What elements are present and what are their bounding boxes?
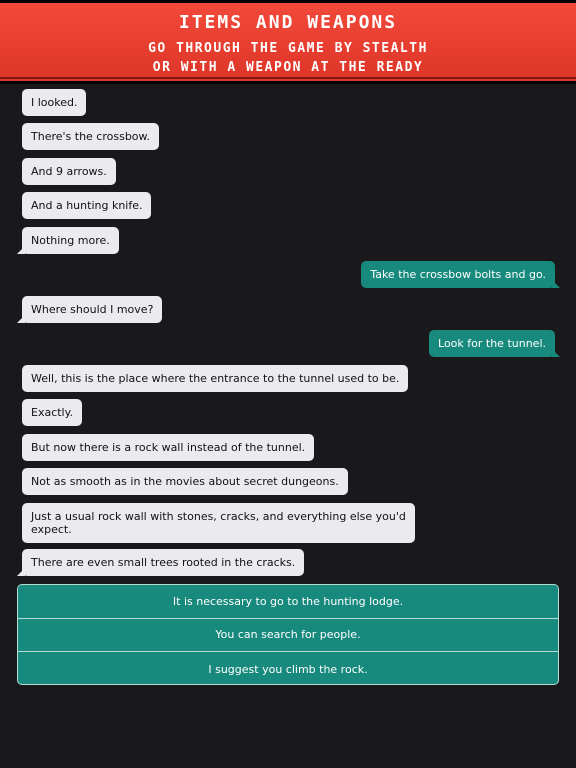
npc-message: And 9 arrows. <box>22 158 116 185</box>
choice-button[interactable]: It is necessary to go to the hunting lodge. <box>18 585 558 619</box>
choice-list <box>17 584 559 685</box>
npc-message: Nothing more. <box>22 227 119 254</box>
npc-message: Just a usual rock wall with stones, cracks, and everything else you'd expect. <box>22 503 415 543</box>
header-title: ITEMS AND WEAPONS <box>178 12 398 33</box>
npc-message: Exactly. <box>22 399 82 426</box>
npc-message: Well, this is the place where the entrance to the tunnel used to be. <box>22 365 408 392</box>
npc-message: And a hunting knife. <box>22 192 151 219</box>
npc-message: There's the crossbow. <box>22 123 159 150</box>
player-message: Take the crossbow bolts and go. <box>361 261 555 288</box>
npc-message: But now there is a rock wall instead of the tunnel. <box>22 434 314 461</box>
player-message: Look for the tunnel. <box>429 330 555 357</box>
npc-message: There are even small trees rooted in the cracks. <box>22 549 304 576</box>
npc-message: Not as smooth as in the movies about secret dungeons. <box>22 468 348 495</box>
choice-button[interactable]: I suggest you climb the rock. <box>208 662 368 676</box>
header-subtitle: GO THROUGH THE GAME BY STEALTH OR WITH A WEAPON AT THE READY <box>148 41 428 75</box>
npc-message: I looked. <box>22 89 86 116</box>
header-banner <box>0 0 576 84</box>
choice-button[interactable]: You can search for people. <box>18 619 558 653</box>
npc-message: Where should I move? <box>22 296 162 323</box>
